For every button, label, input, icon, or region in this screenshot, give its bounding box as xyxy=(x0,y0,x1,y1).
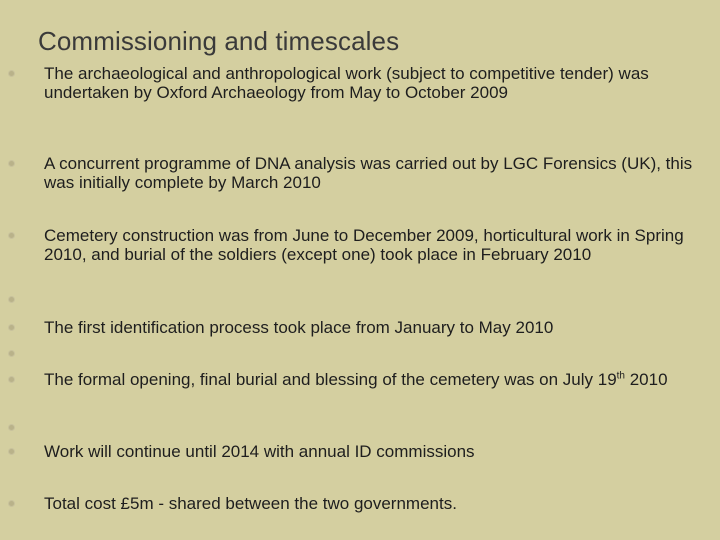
bullet-marker-icon xyxy=(9,297,14,302)
bullet-text: The first identification process took place from January to May 2010 xyxy=(44,318,554,337)
slide-title: Commissioning and timescales xyxy=(38,26,400,56)
bullet-marker-icon xyxy=(9,425,14,430)
bullet-marker-icon xyxy=(9,161,14,166)
bullet-text xyxy=(44,370,694,389)
bullet-text: Total cost £5m - shared between the two governments. xyxy=(44,494,457,513)
bullet-marker-icon xyxy=(9,71,14,76)
bullet-text: Work will continue until 2014 with annual ID commissions xyxy=(44,442,475,461)
bullet-text: A concurrent programme of DNA analysis was carried out by LGC Forensics (UK), this was initially complete by March 2010 xyxy=(44,154,693,192)
bullet-marker-icon xyxy=(9,449,14,454)
bullet-text: Cemetery construction was from June to December 2009, horticultural work in Spring 2010, and burial of the soldiers (except one) took place in February 2010 xyxy=(44,226,684,264)
bullet-marker-icon xyxy=(9,325,14,330)
bullet-text-superscript: th xyxy=(616,370,625,382)
bullet-marker-icon xyxy=(9,377,14,382)
bullet-text-tail: 2010 xyxy=(625,370,668,389)
bullet-text: The archaeological and anthropological work (subject to competitive tender) was undertaken by Oxford Archaeology from May to October 2009 xyxy=(44,64,649,102)
bullet-marker-icon xyxy=(9,233,14,238)
bullet-marker-icon xyxy=(9,501,14,506)
bullet-marker-icon xyxy=(9,351,14,356)
bullet-text-main: The formal opening, final burial and blessing of the cemetery was on July 19 xyxy=(44,370,617,389)
